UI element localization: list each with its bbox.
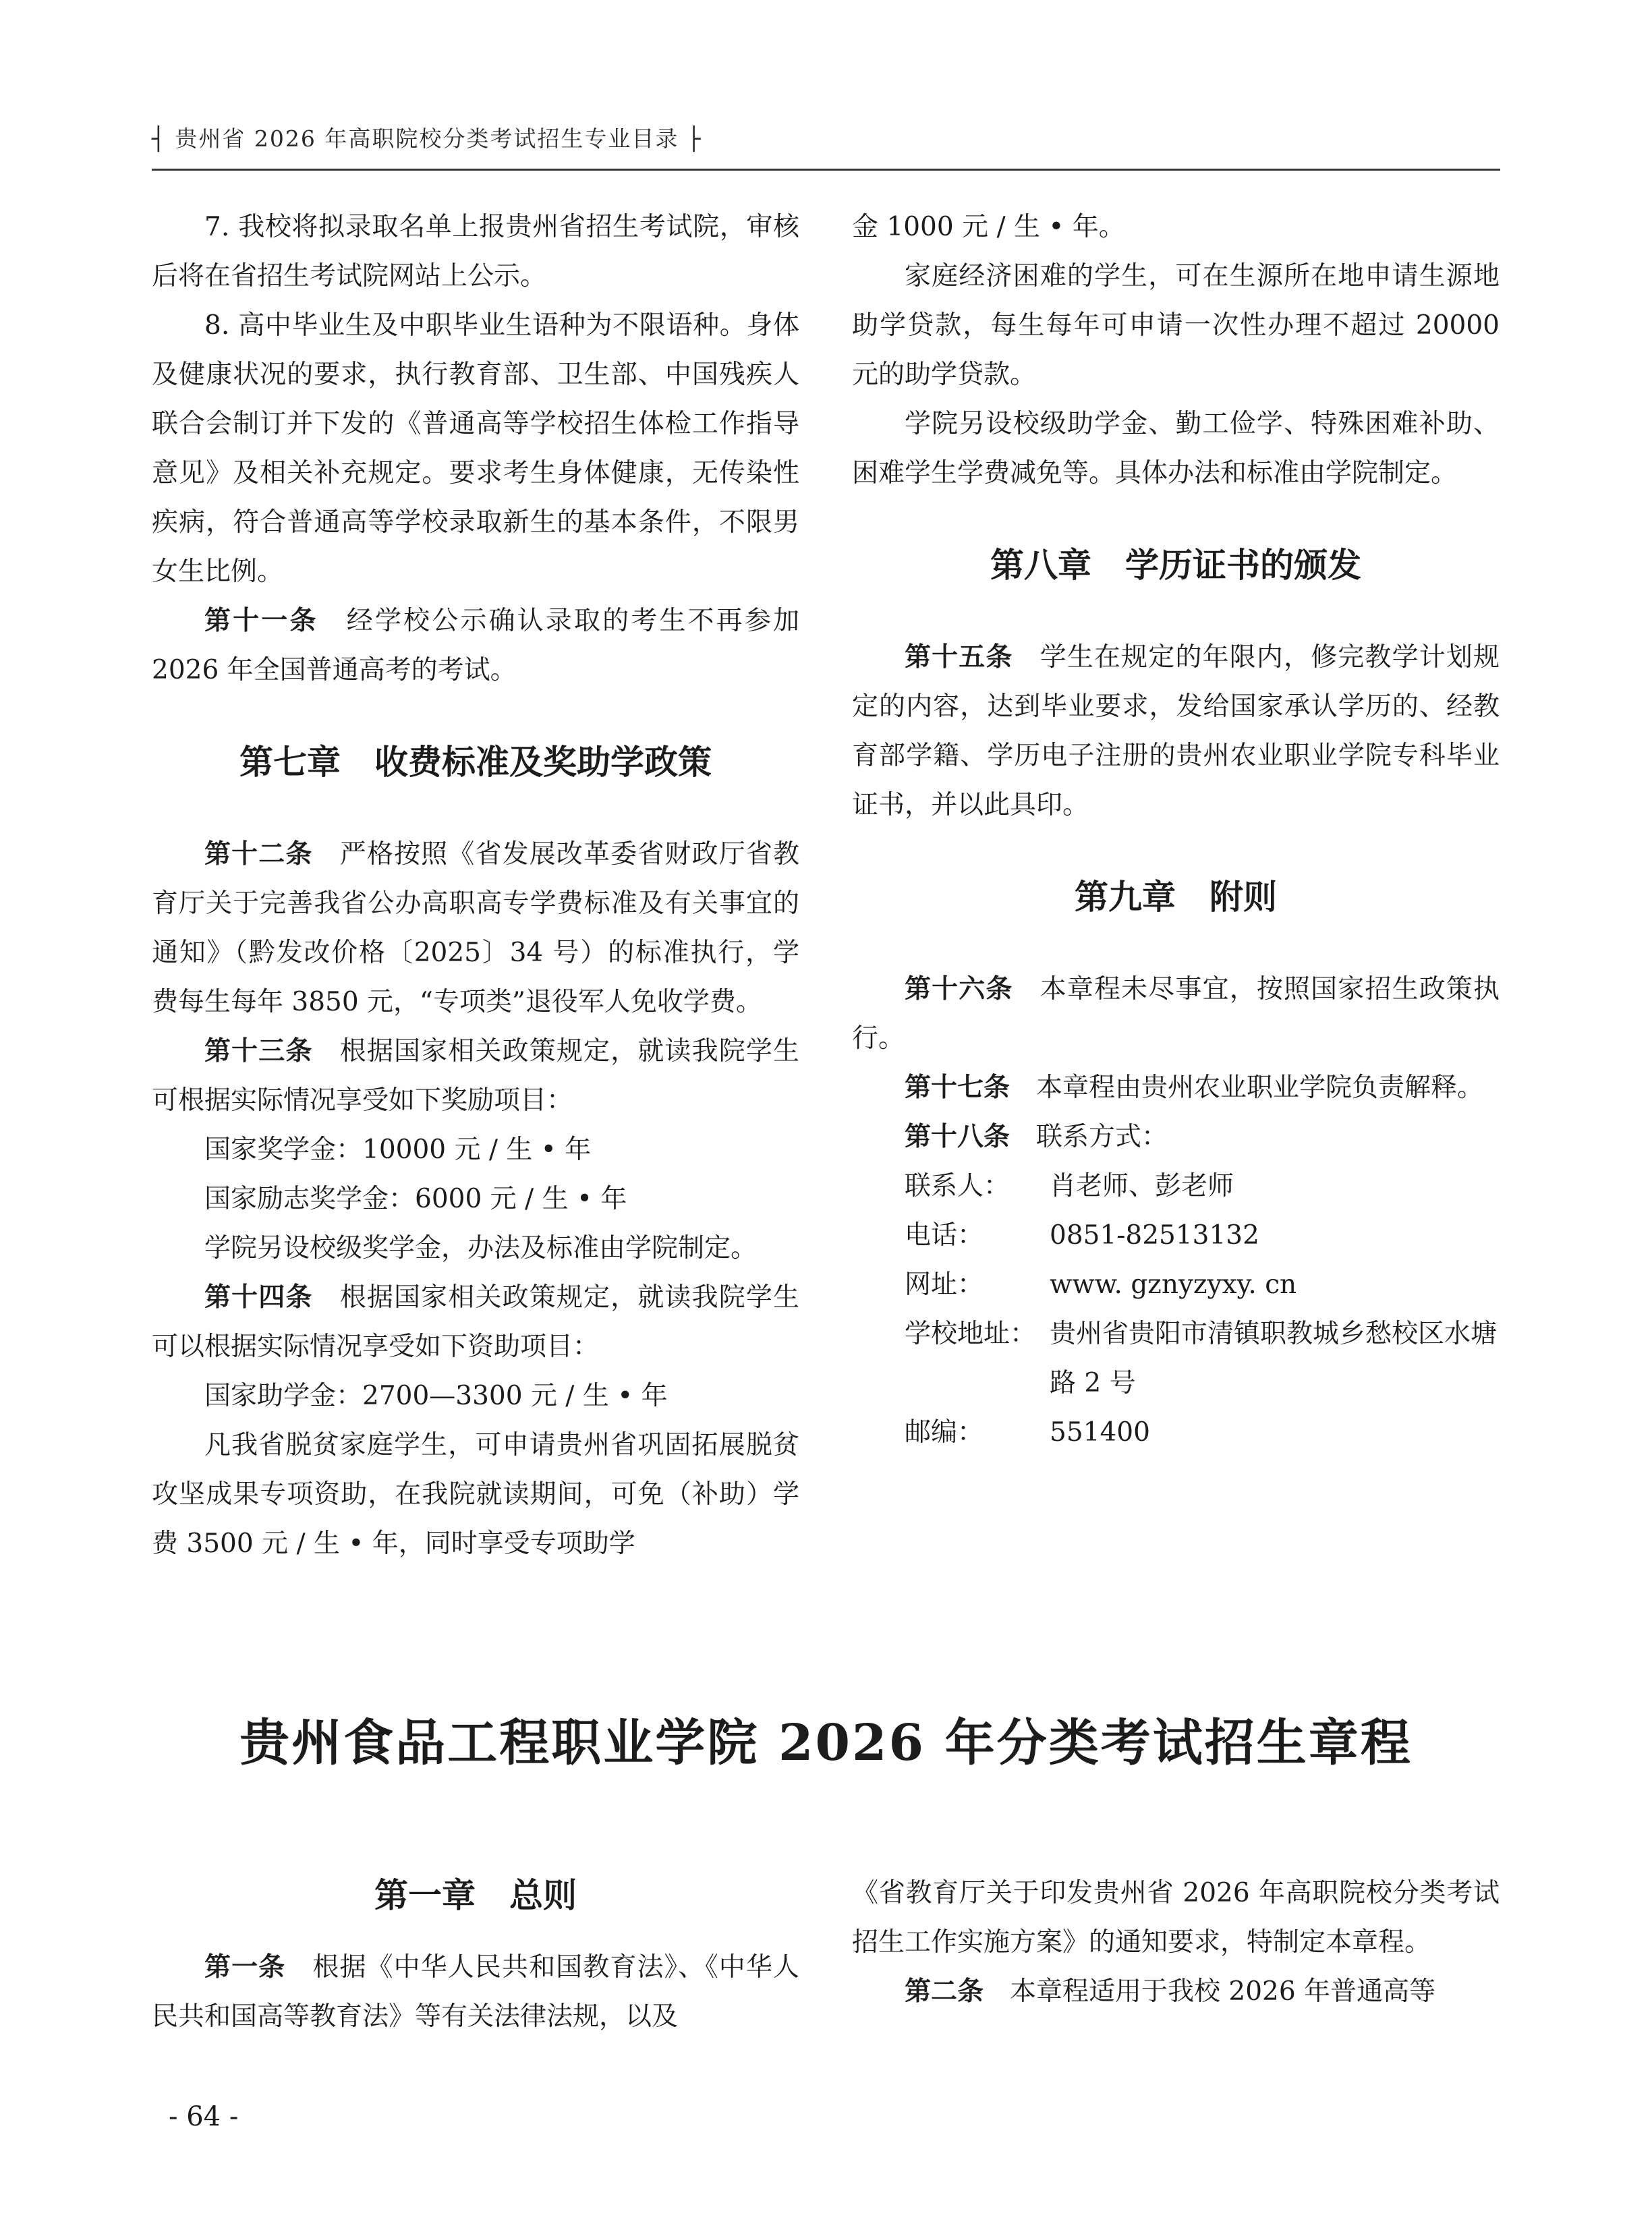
article-14-text: 根据国家相关政策规定，就读我院学生可以根据实际情况享受如下资助项目： bbox=[152, 1282, 799, 1362]
page-number: - 64 - bbox=[169, 2101, 239, 2132]
article-15-text: 学生在规定的年限内，修完教学计划规定的内容，达到毕业要求，发给国家承认学历的、经教育部学籍、学历电子注册的贵州农业职业学院专科毕业证书，并以此具印。 bbox=[852, 642, 1500, 820]
contact-person-value: 肖老师、彭老师 bbox=[1050, 1171, 1234, 1201]
chapter-1-number: 第一章 bbox=[374, 1876, 476, 1915]
article-11-text: 经学校公示确认录取的考生不再参加 2026 年全国普通高考的考试。 bbox=[152, 606, 799, 685]
chapter-9-number: 第九章 bbox=[1075, 878, 1176, 917]
paragraph-item-8: 8. 高中毕业生及中职毕业生语种为不限语种。身体及健康状况的要求，执行教育部、卫生部、中国残疾人联合会制订并下发的《普通高等学校招生体检工作指导意见》及相关补充规定。要求考生身体健康，无传染性疾病，符合普通高等学校录取新生的基本条件，不限男女生比例。 bbox=[152, 310, 799, 587]
article-12-heading: 第十二条 bbox=[204, 839, 313, 869]
contact-postcode-row bbox=[852, 1408, 1500, 1457]
article-14 bbox=[152, 1273, 799, 1371]
running-header: ┤ 贵州省 2026 年高职院校分类考试招生专业目录 ├ bbox=[152, 125, 702, 152]
article-12-text: 严格按照《省发展改革委省财政厅省教育厅关于完善我省公办高职高专学费标准及有关事宜的通知》（黔发改价格〔2025〕34 号）的标准执行，学费每生每年 3850 元，“专项类”退役军人免收学费。 bbox=[152, 839, 799, 1017]
article-12 bbox=[152, 830, 799, 1027]
contact-website-row bbox=[852, 1260, 1500, 1309]
article-15 bbox=[852, 633, 1500, 830]
article-18 bbox=[852, 1112, 1500, 1162]
student-loan: 家庭经济困难的学生，可在生源所在地申请生源地助学贷款，每生每年可申请一次性办理不超过 20000 元的助学贷款。 bbox=[852, 261, 1500, 390]
article-1 bbox=[152, 1943, 799, 2041]
article-16 bbox=[852, 965, 1500, 1063]
article-13-text: 根据国家相关政策规定，就读我院学生可根据实际情况享受如下奖励项目： bbox=[152, 1036, 799, 1116]
chapter-8-number: 第八章 bbox=[990, 546, 1091, 585]
article-16-heading: 第十六条 bbox=[905, 974, 1013, 1004]
contact-phone-row bbox=[852, 1211, 1500, 1260]
contact-phone-value: 0851-82513132 bbox=[1050, 1220, 1259, 1251]
bottom-right-column bbox=[852, 1868, 1500, 2016]
chapter-9-title: 附则 bbox=[1209, 878, 1277, 917]
contact-person-row bbox=[852, 1162, 1500, 1211]
chapter-8-heading bbox=[852, 498, 1500, 633]
article-2-heading: 第二条 bbox=[905, 1976, 984, 2007]
article-17 bbox=[852, 1063, 1500, 1112]
article-11 bbox=[152, 596, 799, 695]
contact-website-label: 网址： bbox=[905, 1269, 984, 1300]
article-16-text: 本章程未尽事宜，按照国家招生政策执行。 bbox=[852, 974, 1500, 1054]
article-2 bbox=[852, 1967, 1500, 2016]
chapter-8-title: 学历证书的颁发 bbox=[1125, 546, 1361, 585]
article-17-text: 本章程由贵州农业职业学院负责解释。 bbox=[1036, 1073, 1484, 1103]
chapter-7-heading bbox=[152, 695, 799, 830]
article-1-heading: 第一条 bbox=[204, 1952, 286, 1982]
article-14-heading: 第十四条 bbox=[204, 1282, 313, 1313]
contact-address-row bbox=[852, 1309, 1500, 1408]
header-rule bbox=[152, 169, 1500, 171]
aid-poverty-special: 凡我省脱贫家庭学生，可申请贵州省巩固拓展脱贫攻坚成果专项资助，在我院就读期间，可免（补助）学费 3500 元 / 生 • 年，同时享受专项助学 bbox=[152, 1430, 799, 1559]
article-18-heading: 第十八条 bbox=[905, 1122, 1010, 1152]
section-title: 贵州食品工程职业学院 2026 年分类考试招生章程 bbox=[239, 1714, 1413, 1772]
top-left-column bbox=[152, 202, 799, 1568]
article-13 bbox=[152, 1027, 799, 1125]
article-1-continuation: 《省教育厅关于印发贵州省 2026 年高职院校分类考试招生工作实施方案》的通知要求，特制定本章程。 bbox=[852, 1878, 1500, 1958]
contact-postcode-value: 551400 bbox=[1050, 1417, 1150, 1448]
article-2-text: 本章程适用于我校 2026 年普通高等 bbox=[1010, 1976, 1436, 2007]
other-aid: 学院另设校级助学金、勤工俭学、特殊困难补助、困难学生学费减免等。具体办法和标准由学院制定。 bbox=[852, 409, 1500, 488]
aid-national-grant: 国家助学金：2700—3300 元 / 生 • 年 bbox=[204, 1381, 668, 1411]
chapter-7-title: 收费标准及奖助学政策 bbox=[374, 743, 712, 782]
scholarship-national: 国家奖学金：10000 元 / 生 • 年 bbox=[204, 1135, 592, 1165]
article-17-heading: 第十七条 bbox=[905, 1073, 1010, 1103]
paragraph-item-7: 7. 我校将拟录取名单上报贵州省招生考试院，审核后将在省招生考试院网站上公示。 bbox=[152, 212, 799, 291]
contact-address-value: 贵州省贵阳市清镇职教城乡愁校区水塘路 2 号 bbox=[1050, 1319, 1498, 1398]
bottom-left-column bbox=[152, 1848, 799, 2041]
article-1-text: 根据《中华人民共和国教育法》、《中华人民共和国高等教育法》等有关法律法规，以及 bbox=[152, 1952, 799, 2032]
contact-postcode-label: 邮编： bbox=[905, 1417, 984, 1448]
scholarship-school: 学院另设校级奖学金，办法及标准由学院制定。 bbox=[204, 1233, 758, 1263]
article-13-heading: 第十三条 bbox=[204, 1036, 313, 1066]
article-18-text: 联系方式： bbox=[1036, 1122, 1168, 1152]
article-15-heading: 第十五条 bbox=[905, 642, 1013, 673]
contact-address-label: 学校地址： bbox=[905, 1319, 1037, 1349]
article-11-heading: 第十一条 bbox=[204, 606, 318, 636]
contact-phone-label: 电话： bbox=[905, 1220, 984, 1251]
top-right-column bbox=[852, 202, 1500, 1457]
chapter-9-heading bbox=[852, 830, 1500, 965]
contact-person-label: 联系人： bbox=[905, 1171, 1010, 1201]
chapter-1-heading bbox=[152, 1848, 799, 1943]
contact-website-value[interactable]: www. gznyzyxy. cn bbox=[1050, 1269, 1297, 1300]
aid-continuation: 金 1000 元 / 生 • 年。 bbox=[852, 212, 1125, 242]
scholarship-inspirational: 国家励志奖学金：6000 元 / 生 • 年 bbox=[204, 1184, 627, 1214]
chapter-1-title: 总则 bbox=[509, 1876, 577, 1915]
chapter-7-number: 第七章 bbox=[239, 743, 341, 782]
